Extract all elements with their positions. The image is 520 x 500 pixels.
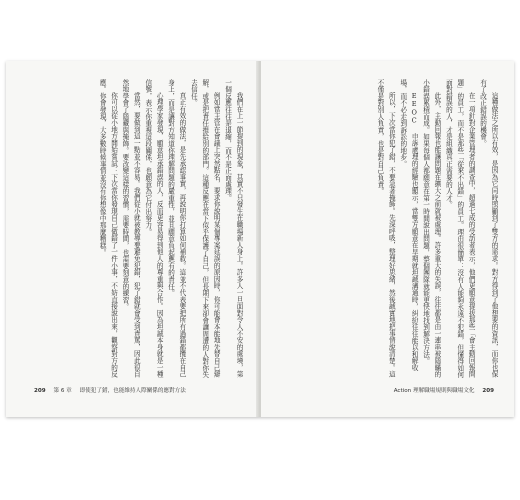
paragraph: 例如當主管在會議上突然點名，要求你說明某個專案延誤的原因時，你可能會本能地先替自己辯解，或是把責任推給別的部門。這種反應在當下似乎保護了自己，但長期下來卻會讓周遭的人對你失去信任。	[189, 79, 221, 379]
right-page	[261, 61, 514, 417]
right-page-footer	[394, 386, 500, 394]
paragraph: 你可以從小地方開始嘗試：下次當你發現自己做錯了一件小事，不妨直接說出來，觀察對方的反應。你會發現，大多數時候事情並沒有你想像中那麼糟糕。	[98, 79, 118, 378]
running-title: Action 理解職場規則與職場文化	[393, 388, 475, 394]
page-number: 209	[482, 388, 494, 394]
paragraph: 在一項針對企業管理者的調查中，超過七成的受訪者表示，他們更願意提拔那些「會主動回報問題」的員工，而不是那些「從來不出錯」的員工。理由很簡單：沒有人能夠永遠不犯錯，但懂得如何面對錯誤的人，才是組織真正需要的人才。	[444, 79, 476, 379]
paragraph: 心理學家發現，願意坦承錯誤的人，反而更容易得到他人的尊重與合作。因為坦誠本身就是一種信號，表示你重視這段關係，也願意為它付出努力。	[143, 79, 164, 378]
right-page-text	[275, 79, 499, 379]
paragraph: 所以，下次當你犯了錯，不要急著掩飾。先深呼吸，整理好思緒，然後誠實地把事情說清楚。這不僅是對別人負責，也是對自己負責。	[375, 79, 396, 378]
paragraph: 當然，要做到這一點並不容易。我們從小就被教導要避免犯錯，犯了錯就會受到責罵，因此很自然地學會了隱藏與掩飾。要改變這樣的習慣，需要時間，也需要刻意的練習。	[120, 79, 141, 378]
chapter-number: 第 6 章	[53, 388, 72, 394]
open-book	[6, 61, 514, 417]
paragraph: 我們在上一節提到的現象，其實不只發生在職場新人身上。許多人一旦面對令人不安的處境，第一個反應往往是退縮，而不是正面處理。	[223, 79, 243, 378]
left-page-text	[28, 79, 244, 379]
chapter-title: 即使犯了錯，也能維持人際關係的應對方法	[79, 388, 186, 394]
paragraph: 此外，主動回報也能讓問題在擴大之前就被處理。許多重大的失誤，往往都是由一連串被隱瞞的小錯誤累積而成。如果每個人都願意在第一時間說出問題，整個團隊就能更快地找到解決方法。	[421, 79, 441, 378]
paragraph: EEOC 申訴處理的經驗也顯示，當雙方願意在早期就坦誠溝通時，糾紛往往能以和解收場，而不必走到訴訟的地步。	[398, 79, 419, 372]
page-number: 209	[34, 388, 46, 394]
paragraph: 真正有效的做法，是先承認事實，再說明你打算如何補救。這並不代表要把所有過錯都攬在自己身上，而是讓對方知道你理解問題的嚴重性，並且願意負起應有的責任。	[166, 79, 186, 378]
paragraph: 這種做法之所以有效，是因為它同時照顧到了雙方的需求。對方得到了他想要的資訊，而你也保有了改正錯誤的機會。	[478, 79, 498, 378]
left-page-footer	[28, 386, 186, 394]
left-page	[6, 61, 259, 417]
